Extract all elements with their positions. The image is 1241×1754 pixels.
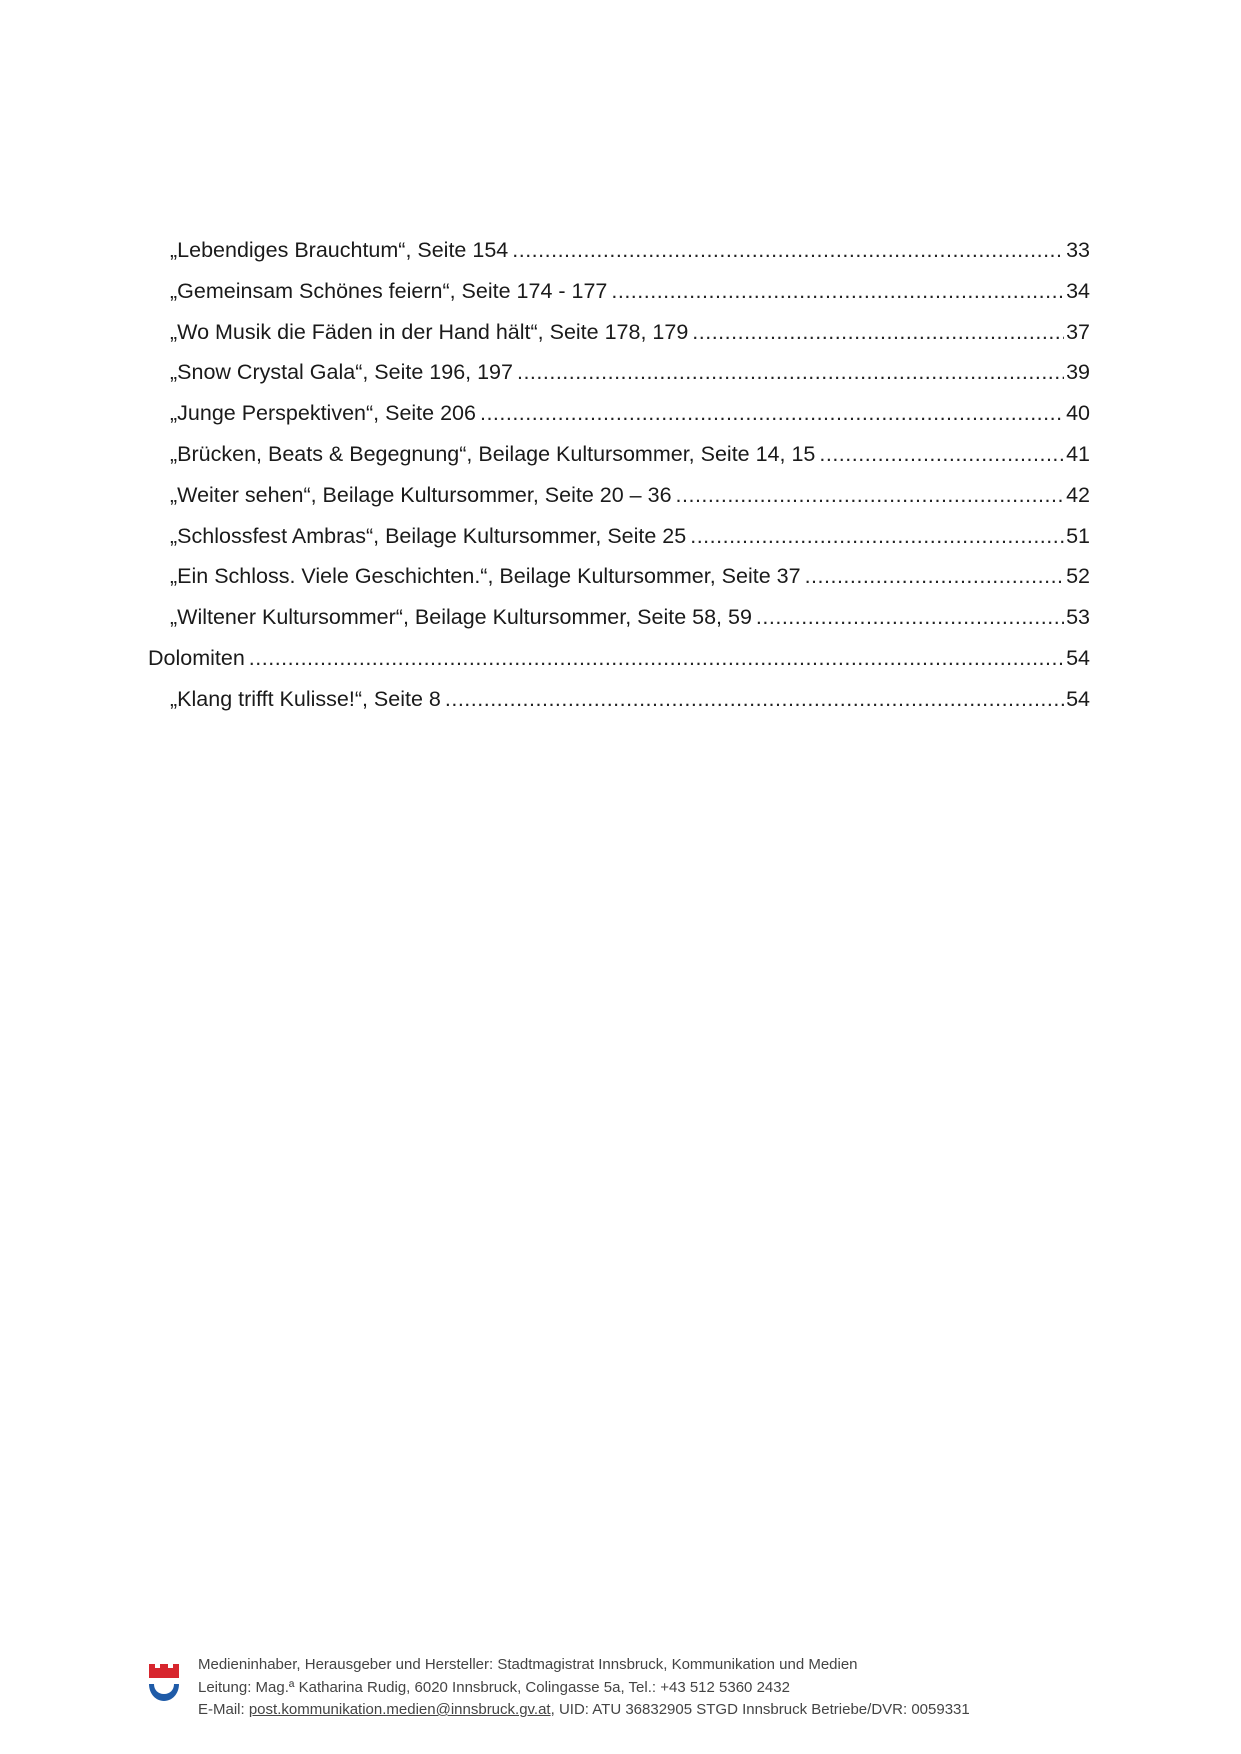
toc-dot-leader xyxy=(512,230,1064,271)
toc-dot-leader xyxy=(445,679,1064,720)
page-footer xyxy=(148,1654,1088,1724)
toc-entry[interactable] xyxy=(148,271,1090,312)
toc-entry[interactable] xyxy=(148,230,1090,271)
toc-entry-title: „Wo Musik die Fäden in der Hand hält“, Seite 178, 179 xyxy=(170,319,689,344)
footer-contact-line xyxy=(198,1699,970,1722)
toc-dot-leader xyxy=(692,312,1064,353)
toc-entry[interactable] xyxy=(148,679,1090,720)
toc-dot-leader xyxy=(819,434,1064,475)
toc-dot-leader xyxy=(480,393,1064,434)
toc-page-number: 52 xyxy=(1066,564,1090,589)
footer-management-line: Leitung: Mag.ª Katharina Rudig, 6020 Innsbruck, Colingasse 5a, Tel.: +43 512 5360 2432 xyxy=(198,1678,790,1696)
toc-entry-title: „Wiltener Kultursommer“, Beilage Kultursommer, Seite 58, 59 xyxy=(170,605,752,630)
toc-entry[interactable] xyxy=(148,312,1090,353)
toc-dot-leader xyxy=(676,475,1065,516)
toc-entry-title: „Junge Perspektiven“, Seite 206 xyxy=(170,401,476,426)
toc-page-number: 37 xyxy=(1066,319,1090,344)
toc-dot-leader xyxy=(756,597,1064,638)
toc-page-number: 34 xyxy=(1066,278,1090,303)
toc-entry[interactable] xyxy=(148,556,1090,597)
toc-page-number: 51 xyxy=(1066,523,1090,548)
toc-page-number: 42 xyxy=(1066,482,1090,507)
toc-entry-title: „Lebendiges Brauchtum“, Seite 154 xyxy=(170,238,509,262)
toc-entry[interactable] xyxy=(148,475,1090,516)
toc-entry[interactable] xyxy=(148,393,1090,434)
toc-entry-title: „Snow Crystal Gala“, Seite 196, 197 xyxy=(170,360,513,385)
footer-publisher-line: Medieninhaber, Herausgeber und Hersteller: Stadtmagistrat Innsbruck, Kommunikation und Medien xyxy=(198,1656,858,1673)
toc-dot-leader xyxy=(611,271,1064,312)
toc-entry[interactable] xyxy=(148,597,1090,638)
footer-email-link[interactable]: post.kommunikation.medien@innsbruck.gv.at xyxy=(248,1701,551,1718)
table-of-contents xyxy=(148,230,1090,720)
toc-entry-title: „Schlossfest Ambras“, Beilage Kultursommer, Seite 25 xyxy=(170,523,687,548)
toc-entry-title: „Gemeinsam Schönes feiern“, Seite 174 - 177 xyxy=(170,278,608,303)
footer-uid-text: , UID: ATU 36832905 STGD Innsbruck Betriebe/DVR: 0059331 xyxy=(550,1701,970,1718)
toc-entry[interactable] xyxy=(148,352,1090,393)
toc-dot-leader xyxy=(805,556,1065,597)
toc-entry[interactable] xyxy=(148,434,1090,475)
toc-page-number: 54 xyxy=(1066,645,1090,670)
toc-dot-leader xyxy=(249,638,1064,679)
toc-page-number: 33 xyxy=(1066,238,1090,262)
toc-page-number: 40 xyxy=(1066,401,1090,426)
footer-email-label: E-Mail: xyxy=(198,1701,249,1718)
toc-entry-title: „Weiter sehen“, Beilage Kultursommer, Seite 20 – 36 xyxy=(170,482,672,507)
toc-section-entry[interactable] xyxy=(148,638,1090,679)
toc-entry-title: „Brücken, Beats & Begegnung“, Beilage Kultursommer, Seite 14, 15 xyxy=(170,441,816,466)
toc-page-number: 54 xyxy=(1066,686,1090,711)
footer-imprint xyxy=(198,1654,970,1722)
toc-dot-leader xyxy=(690,516,1064,557)
toc-dot-leader xyxy=(517,352,1064,393)
innsbruck-logo-icon xyxy=(148,1660,180,1704)
toc-entry-title: „Ein Schloss. Viele Geschichten.“, Beilage Kultursommer, Seite 37 xyxy=(170,564,801,589)
toc-entry-title: „Klang trifft Kulisse!“, Seite 8 xyxy=(170,686,441,711)
toc-page-number: 41 xyxy=(1066,441,1090,466)
toc-section-title: Dolomiten xyxy=(148,645,245,670)
toc-page-number: 39 xyxy=(1066,360,1090,385)
toc-page-number: 53 xyxy=(1066,605,1090,630)
toc-entry[interactable] xyxy=(148,516,1090,557)
